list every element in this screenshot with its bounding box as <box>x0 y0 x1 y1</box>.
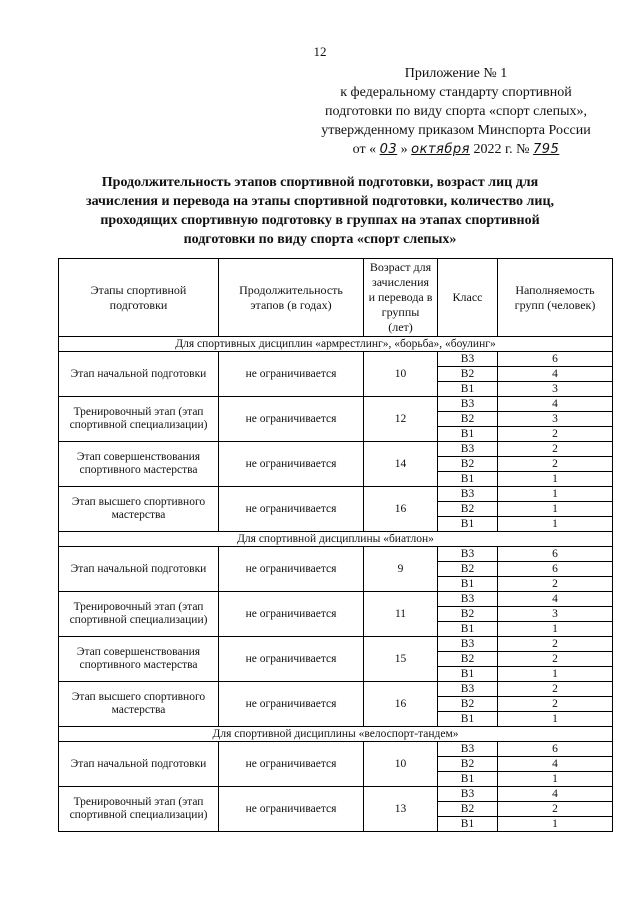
appendix-block <box>306 64 606 159</box>
class-cell: В3 <box>438 682 498 697</box>
table-body <box>59 337 613 832</box>
stage-age: 9 <box>364 547 438 592</box>
date-prefix: от « <box>352 142 377 157</box>
date-month: октября <box>411 142 470 157</box>
stage-duration: не ограничивается <box>219 442 364 487</box>
group-size-cell: 2 <box>498 802 613 817</box>
section-row <box>59 337 613 352</box>
stage-name: Тренировочный этап (этап спортивной специализации) <box>59 787 219 832</box>
group-size-cell: 1 <box>498 667 613 682</box>
group-size-cell: 2 <box>498 637 613 652</box>
class-cell: В2 <box>438 607 498 622</box>
table-row <box>59 352 613 367</box>
class-cell: В2 <box>438 757 498 772</box>
stage-duration: не ограничивается <box>219 397 364 442</box>
title-line: Продолжительность этапов спортивной подготовки, возраст лиц для <box>101 175 539 190</box>
group-size-cell: 4 <box>498 367 613 382</box>
class-cell: В2 <box>438 412 498 427</box>
stage-age: 14 <box>364 442 438 487</box>
class-cell: В2 <box>438 697 498 712</box>
class-cell: В1 <box>438 772 498 787</box>
group-size-cell: 6 <box>498 352 613 367</box>
group-size-cell: 1 <box>498 487 613 502</box>
title-line: проходящих спортивную подготовку в группах на этапах спортивной <box>100 213 540 228</box>
group-size-cell: 2 <box>498 697 613 712</box>
table-row <box>59 547 613 562</box>
group-size-cell: 2 <box>498 442 613 457</box>
table-row <box>59 397 613 412</box>
stage-name: Этап начальной подготовки <box>59 352 219 397</box>
stage-duration: не ограничивается <box>219 487 364 532</box>
class-cell: В2 <box>438 367 498 382</box>
stage-name: Тренировочный этап (этап спортивной специализации) <box>59 592 219 637</box>
class-cell: В2 <box>438 457 498 472</box>
stage-name: Этап начальной подготовки <box>59 547 219 592</box>
class-cell: В3 <box>438 592 498 607</box>
class-cell: В1 <box>438 472 498 487</box>
header-class: Класс <box>438 259 498 337</box>
class-cell: В1 <box>438 382 498 397</box>
table-row <box>59 637 613 652</box>
class-cell: В1 <box>438 427 498 442</box>
table-row <box>59 742 613 757</box>
class-cell: В1 <box>438 817 498 832</box>
date-year: 2022 г. № <box>473 142 530 157</box>
section-title: Для спортивных дисциплин «армрестлинг», «борьба», «боулинг» <box>59 337 613 352</box>
group-size-cell: 3 <box>498 607 613 622</box>
stage-name: Этап высшего спортивного мастерства <box>59 682 219 727</box>
stage-age: 11 <box>364 592 438 637</box>
header-stages: Этапы спортивной подготовки <box>59 259 219 337</box>
appendix-line: к федеральному стандарту спортивной <box>340 85 572 100</box>
class-cell: В3 <box>438 352 498 367</box>
group-size-cell: 1 <box>498 817 613 832</box>
date-mid: » <box>400 142 408 157</box>
table-row <box>59 682 613 697</box>
group-size-cell: 2 <box>498 652 613 667</box>
stage-name: Тренировочный этап (этап спортивной специализации) <box>59 397 219 442</box>
class-cell: В3 <box>438 442 498 457</box>
class-cell: В2 <box>438 502 498 517</box>
stage-duration: не ограничивается <box>219 787 364 832</box>
group-size-cell: 4 <box>498 787 613 802</box>
group-size-cell: 1 <box>498 712 613 727</box>
table-row <box>59 442 613 457</box>
class-cell: В3 <box>438 637 498 652</box>
document-title <box>70 173 570 249</box>
date-day: 03 <box>379 142 398 157</box>
table-row <box>59 787 613 802</box>
stage-name: Этап высшего спортивного мастерства <box>59 487 219 532</box>
section-title: Для спортивной дисциплины «биатлон» <box>59 532 613 547</box>
stage-name: Этап совершенствования спортивного мастерства <box>59 637 219 682</box>
group-size-cell: 1 <box>498 502 613 517</box>
group-size-cell: 2 <box>498 427 613 442</box>
group-size-cell: 4 <box>498 757 613 772</box>
table-row <box>59 487 613 502</box>
group-size-cell: 1 <box>498 622 613 637</box>
title-line: зачисления и перевода на этапы спортивной подготовки, количество лиц, <box>85 194 555 209</box>
class-cell: В1 <box>438 712 498 727</box>
stage-duration: не ограничивается <box>219 682 364 727</box>
stage-age: 10 <box>364 742 438 787</box>
stage-age: 16 <box>364 682 438 727</box>
class-cell: В2 <box>438 562 498 577</box>
group-size-cell: 1 <box>498 517 613 532</box>
section-title: Для спортивной дисциплины «велоспорт-тандем» <box>59 727 613 742</box>
table-header-row <box>59 259 613 337</box>
class-cell: В3 <box>438 487 498 502</box>
group-size-cell: 4 <box>498 592 613 607</box>
stage-age: 16 <box>364 487 438 532</box>
header-duration: Продолжительность этапов (в годах) <box>219 259 364 337</box>
appendix-date-line <box>306 140 606 159</box>
group-size-cell: 6 <box>498 562 613 577</box>
appendix-line: утвержденному приказом Минспорта России <box>321 123 591 138</box>
appendix-title: Приложение № 1 <box>404 66 508 81</box>
stage-duration: не ограничивается <box>219 637 364 682</box>
class-cell: В3 <box>438 742 498 757</box>
stage-age: 15 <box>364 637 438 682</box>
stage-duration: не ограничивается <box>219 352 364 397</box>
group-size-cell: 6 <box>498 742 613 757</box>
stages-table <box>58 258 613 832</box>
class-cell: В3 <box>438 787 498 802</box>
class-cell: В1 <box>438 517 498 532</box>
group-size-cell: 4 <box>498 397 613 412</box>
group-size-cell: 3 <box>498 382 613 397</box>
section-row <box>59 727 613 742</box>
stage-age: 10 <box>364 352 438 397</box>
section-row <box>59 532 613 547</box>
page-number: 12 <box>313 44 327 59</box>
group-size-cell: 1 <box>498 472 613 487</box>
class-cell: В3 <box>438 547 498 562</box>
stage-age: 13 <box>364 787 438 832</box>
appendix-line: подготовки по виду спорта «спорт слепых», <box>325 104 587 119</box>
class-cell: В1 <box>438 577 498 592</box>
group-size-cell: 2 <box>498 457 613 472</box>
group-size-cell: 2 <box>498 577 613 592</box>
group-size-cell: 2 <box>498 682 613 697</box>
class-cell: В3 <box>438 397 498 412</box>
stage-duration: не ограничивается <box>219 742 364 787</box>
class-cell: В2 <box>438 652 498 667</box>
table-row <box>59 592 613 607</box>
group-size-cell: 6 <box>498 547 613 562</box>
stage-age: 12 <box>364 397 438 442</box>
class-cell: В2 <box>438 802 498 817</box>
stage-duration: не ограничивается <box>219 592 364 637</box>
header-age: Возраст для зачисления и перевода в группы (лет) <box>364 259 438 337</box>
group-size-cell: 1 <box>498 772 613 787</box>
header-size: Наполняемость групп (человек) <box>498 259 613 337</box>
stage-name: Этап совершенствования спортивного мастерства <box>59 442 219 487</box>
stage-name: Этап начальной подготовки <box>59 742 219 787</box>
stage-duration: не ограничивается <box>219 547 364 592</box>
group-size-cell: 3 <box>498 412 613 427</box>
class-cell: В1 <box>438 667 498 682</box>
order-number: 795 <box>532 142 560 157</box>
title-line: подготовки по виду спорта «спорт слепых» <box>183 232 457 247</box>
class-cell: В1 <box>438 622 498 637</box>
